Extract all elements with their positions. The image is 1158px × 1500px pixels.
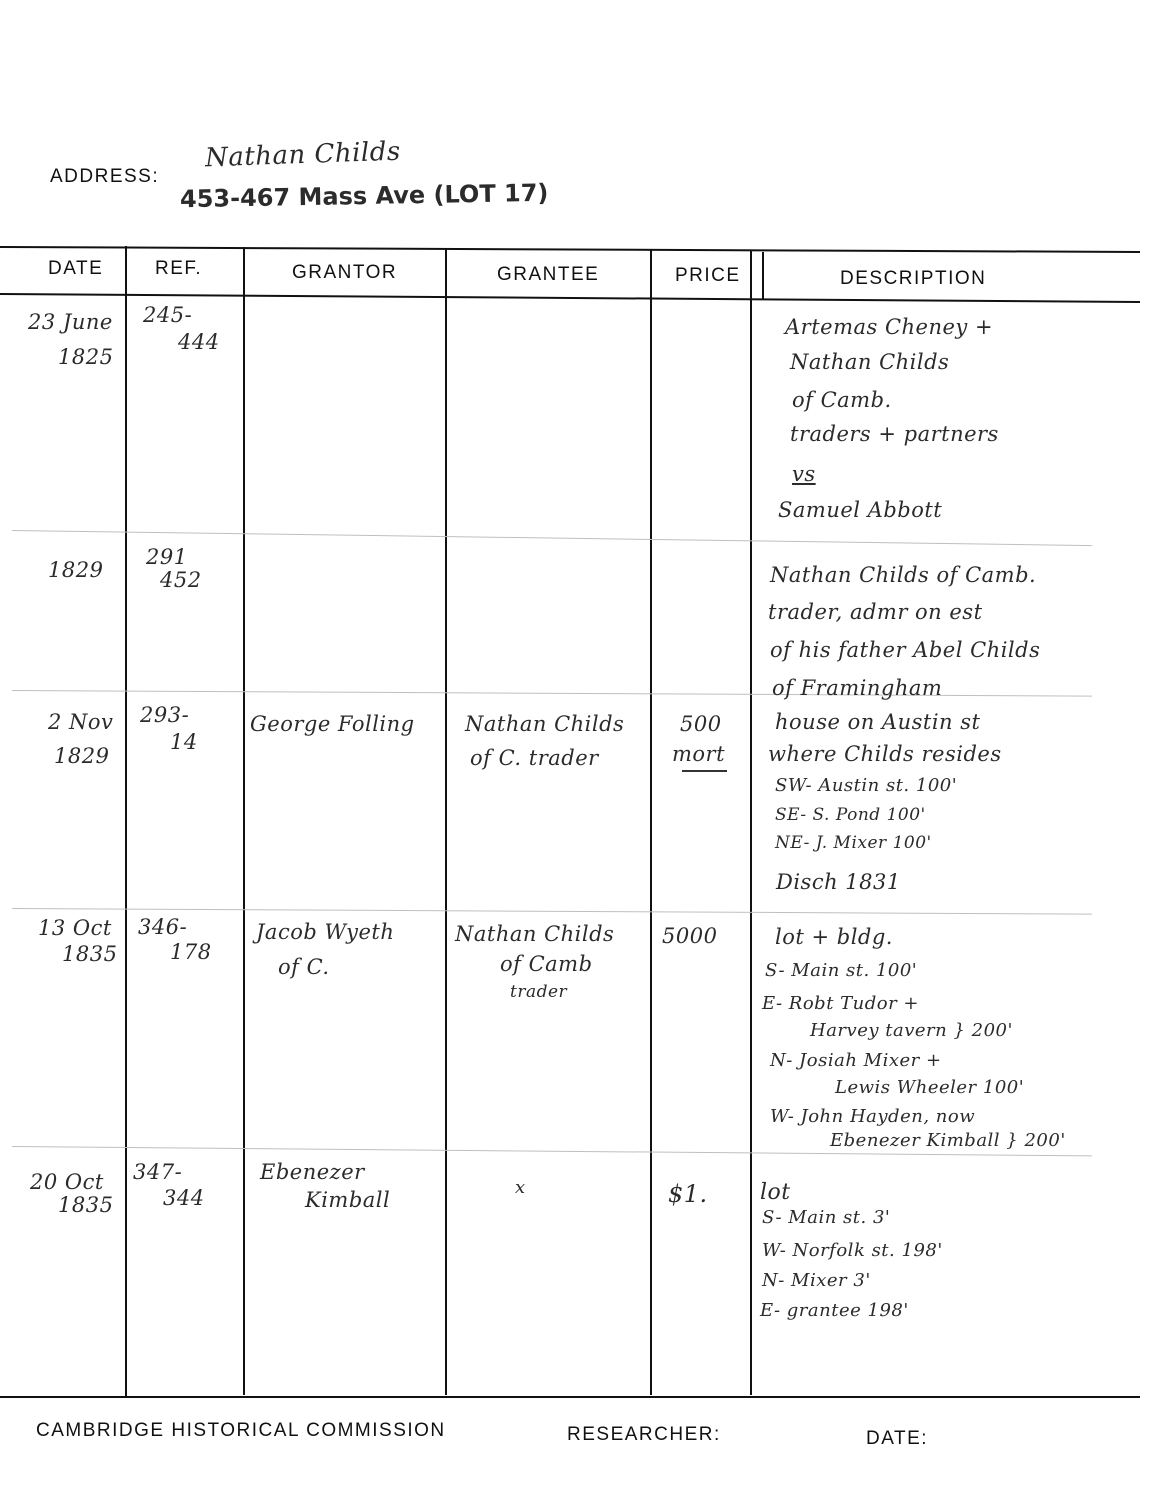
entry-description: Lewis Wheeler 100': [835, 1077, 1025, 1098]
entry-ref: 344: [163, 1186, 205, 1210]
entry-price: 5000: [662, 924, 718, 948]
entry-grantee: trader: [510, 982, 568, 1002]
entry-grantor: Ebenezer: [260, 1160, 365, 1184]
entry-description: of Framingham: [772, 676, 943, 700]
address-name: Nathan Childs: [204, 136, 402, 174]
entry-ref: 347-: [133, 1160, 183, 1184]
entry-date: 2 Nov: [48, 710, 114, 734]
entry-description: E- grantee 198': [760, 1300, 909, 1321]
entry-description: Samuel Abbott: [778, 498, 943, 522]
entry-description: S- Main st. 3': [762, 1207, 891, 1228]
entry-description: Nathan Childs: [790, 350, 950, 374]
entry-date: 1835: [58, 1193, 114, 1217]
entry-price: $1.: [668, 1180, 708, 1208]
price-underline: [682, 770, 727, 772]
entry-description: lot + bldg.: [775, 925, 893, 949]
date-label: DATE:: [866, 1428, 929, 1449]
entry-grantee: of Camb: [500, 952, 593, 976]
entry-description: N- Mixer 3': [762, 1270, 871, 1291]
entry-grantee: of C. trader: [470, 746, 599, 770]
table-top-border: [0, 246, 1140, 253]
entry-description: of his father Abel Childs: [770, 638, 1041, 662]
entry-description: Disch 1831: [776, 870, 901, 894]
entry-description: where Childs resides: [768, 742, 1002, 766]
entry-grantee: x: [515, 1177, 526, 1198]
entry-grantor: George Folling: [250, 712, 415, 736]
column-header-price: PRICE: [675, 265, 741, 286]
entry-date: 1829: [54, 744, 110, 768]
address-label: ADDRESS:: [50, 166, 160, 187]
header-bottom-border: [0, 293, 1140, 303]
table-bottom-border: [0, 1396, 1140, 1398]
researcher-label: RESEARCHER:: [567, 1424, 721, 1445]
entry-date: 20 Oct: [30, 1170, 104, 1194]
entry-description: Nathan Childs of Camb.: [770, 563, 1037, 587]
entry-price: mort: [672, 742, 726, 766]
column-divider-3: [445, 248, 447, 1395]
column-header-date: DATE: [48, 258, 104, 279]
entry-description: traders + partners: [790, 422, 999, 446]
entry-grantee: Nathan Childs: [465, 712, 625, 736]
entry-description: Artemas Cheney +: [785, 315, 994, 339]
entry-description: Ebenezer Kimball } 200': [830, 1130, 1066, 1151]
entry-description: W- John Hayden, now: [770, 1106, 976, 1127]
entry-description: W- Norfolk st. 198': [762, 1240, 943, 1261]
entry-ref: 291: [146, 545, 188, 569]
column-header-grantee: GRANTEE: [497, 264, 600, 285]
column-divider-2: [243, 247, 245, 1395]
column-divider-6: [762, 252, 764, 300]
entry-description: vs: [792, 462, 816, 486]
entry-description: S- Main st. 100': [765, 960, 918, 981]
entry-price: 500: [680, 712, 722, 736]
entry-description: SE- S. Pond 100': [775, 805, 926, 825]
entry-ref: 346-: [138, 915, 188, 939]
entry-date: 23 June: [28, 310, 113, 334]
row-separator: [12, 530, 1092, 546]
entry-description: house on Austin st: [775, 710, 981, 734]
entry-description: SW- Austin st. 100': [775, 775, 958, 796]
entry-grantor: Jacob Wyeth: [256, 920, 395, 944]
row-separator: [12, 908, 1092, 915]
entry-grantee: Nathan Childs: [455, 922, 615, 946]
commission-name: CAMBRIDGE HISTORICAL COMMISSION: [36, 1420, 446, 1441]
column-divider-1: [125, 246, 127, 1396]
entry-ref: 452: [160, 568, 202, 592]
entry-description: NE- J. Mixer 100': [775, 833, 932, 853]
entry-ref: 245-: [143, 303, 193, 327]
column-divider-5: [750, 250, 752, 1395]
column-divider-4: [650, 250, 652, 1395]
entry-grantor: of C.: [278, 955, 330, 979]
entry-ref: 293-: [140, 703, 190, 727]
entry-description: of Camb.: [792, 388, 892, 412]
column-header-ref: REF.: [155, 258, 203, 279]
entry-description: lot: [760, 1180, 791, 1205]
entry-ref: 178: [170, 940, 212, 964]
entry-description: E- Robt Tudor +: [762, 993, 920, 1014]
entry-grantor: Kimball: [305, 1188, 391, 1212]
entry-date: 1835: [62, 942, 118, 966]
entry-date: 1829: [48, 558, 104, 582]
address-street: 453-467 Mass Ave (LOT 17): [179, 178, 549, 214]
entry-ref: 444: [178, 330, 220, 354]
column-header-description: DESCRIPTION: [840, 268, 987, 289]
entry-date: 13 Oct: [38, 916, 112, 940]
entry-description: trader, admr on est: [768, 600, 983, 624]
entry-description: N- Josiah Mixer +: [770, 1050, 942, 1071]
column-header-grantor: GRANTOR: [292, 262, 398, 283]
entry-date: 1825: [58, 345, 114, 369]
entry-description: Harvey tavern } 200': [810, 1020, 1013, 1041]
entry-ref: 14: [170, 730, 198, 754]
